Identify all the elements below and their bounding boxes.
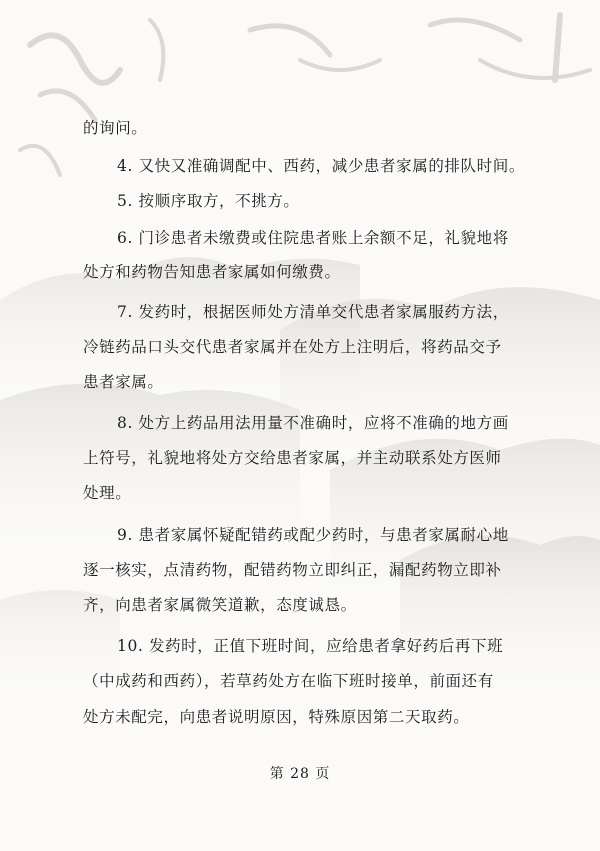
paragraph-7-line-1: （中成药和西药），若草药处方在临下班时接单，前面还有 [83,672,494,690]
paragraph-6-line-1: 逐一核实，点清药物，配错药物立即纠正，漏配药物立即补 [83,561,502,579]
page-number: 第 28 页 [269,766,331,782]
paragraph-7-line-0: 10. 发药时，正值下班时间，应给患者拿好药后再下班 [117,637,504,655]
paragraph-5-line-2: 处理。 [83,484,132,502]
paragraph-1-line-0: 4. 又快又准确调配中、西药，减少患者家属的排队时间。 [117,157,525,175]
paragraph-5-line-0: 8. 处方上药品用法用量不准确时，应将不准确的地方画 [117,414,509,432]
paragraph-5-line-1: 上符号，礼貌地将处方交给患者家属，并主动联系处方医师 [83,449,502,467]
paragraph-4-line-2: 患者家属。 [83,373,164,391]
paragraph-3-line-1: 处方和药物告知患者家属如何缴费。 [83,263,341,281]
paragraph-2-line-0: 5. 按顺序取方，不挑方。 [117,192,300,210]
paragraph-4-line-0: 7. 发药时，根据医师处方清单交代患者家属服药方法， [117,303,509,321]
paragraph-0-line-0: 的询问。 [83,119,148,137]
paragraph-6-line-0: 9. 患者家属怀疑配错药或配少药时，与患者家属耐心地 [117,526,509,544]
paragraph-4-line-1: 冷链药品口头交代患者家属并在处方上注明后，将药品交予 [83,338,502,356]
paragraph-7-line-2: 处方未配完，向患者说明原因，特殊原因第二天取药。 [83,708,470,726]
paragraph-6-line-2: 齐，向患者家属微笑道歉，态度诚恳。 [83,596,357,614]
paragraph-3-line-0: 6. 门诊患者未缴费或住院患者账上余额不足，礼貌地将 [117,229,509,247]
